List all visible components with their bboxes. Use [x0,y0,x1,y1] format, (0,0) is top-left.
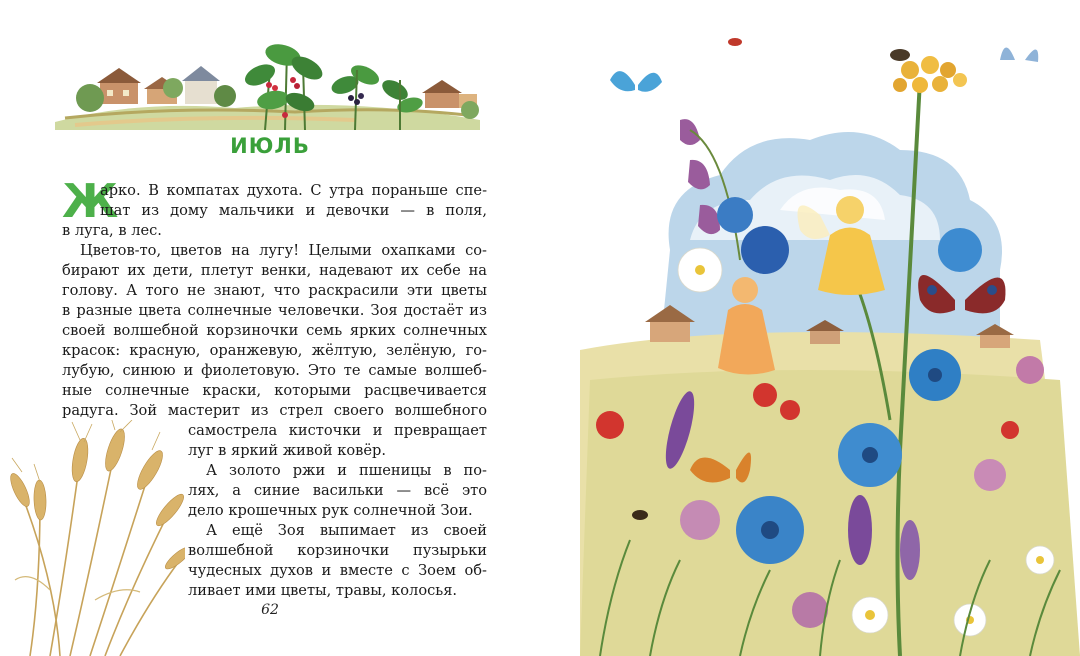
text-line: своей волшебной корзиночки семь ярких солнечных [62,322,487,339]
page-number: 62 [261,602,279,618]
text-line: А золото ржи и пшеницы в по- [206,462,487,479]
text-line: чудесных духов и вместе с Зоем об- [188,562,487,579]
drop-cap: Ж [62,174,119,228]
text-line: волшебной корзиночки пузырьки [188,542,487,559]
paragraph-3 [188,461,487,521]
text-line: бирают их дети, плетут венки, надевают их себе на [62,262,487,279]
text-line: шат из дому мальчики и девочки — в поля, [100,202,487,219]
text-line: в разные цвета солнечные человечки. Зоя достаёт из [62,302,487,319]
text-line: луг в яркий живой ковёр. [188,442,387,459]
paragraph-2 [62,241,487,421]
text-line: радуга. Зой мастерит из стрел своего волшебного [62,402,487,419]
text-line: арко. В компатах духота. С утра пораньше спе- [100,182,487,199]
text-line: лубую, синюю и фиолетовую. Это те самые волшеб- [62,362,487,379]
text-line: Цветов-то, цветов на лугу! Целыми охапками со- [80,242,487,259]
paragraph-1-lines-1-2 [100,181,487,221]
meadow-illustration [540,0,1080,656]
paragraph-1-line-3 [62,221,487,241]
butterfly-blue-top [1000,48,1038,63]
text-line: ливает ими цветы, травы, колосья. [188,582,458,599]
house-left [97,66,220,104]
text-line: А ещё Зоя выпимает из своей [206,522,487,539]
text-line: красок: красную, оранжевую, жёлтую, зелёную, го- [62,342,487,359]
chapter-title: ИЮЛЬ [230,134,310,158]
paragraph-4 [188,521,487,601]
text-line: в луга, в лес. [62,222,162,239]
paragraph-2-continued [188,421,487,461]
village-illustration [55,30,480,130]
text-line: лях, а синие васильки — всё это [188,482,487,499]
text-line: голову. А того не знают, что раскрасили эти цветы [62,282,487,299]
text-line: ные солнечные краски, которыми расцвечивается [62,382,487,399]
tansy-flowers [893,56,967,93]
wheat-illustration [10,420,185,656]
page-right [540,0,1080,656]
text-line: дело крошечных рук солнечной Зои. [188,502,473,519]
text-line: самострела кисточки и превращает [188,422,487,439]
butterfly-blue-left [610,71,662,92]
